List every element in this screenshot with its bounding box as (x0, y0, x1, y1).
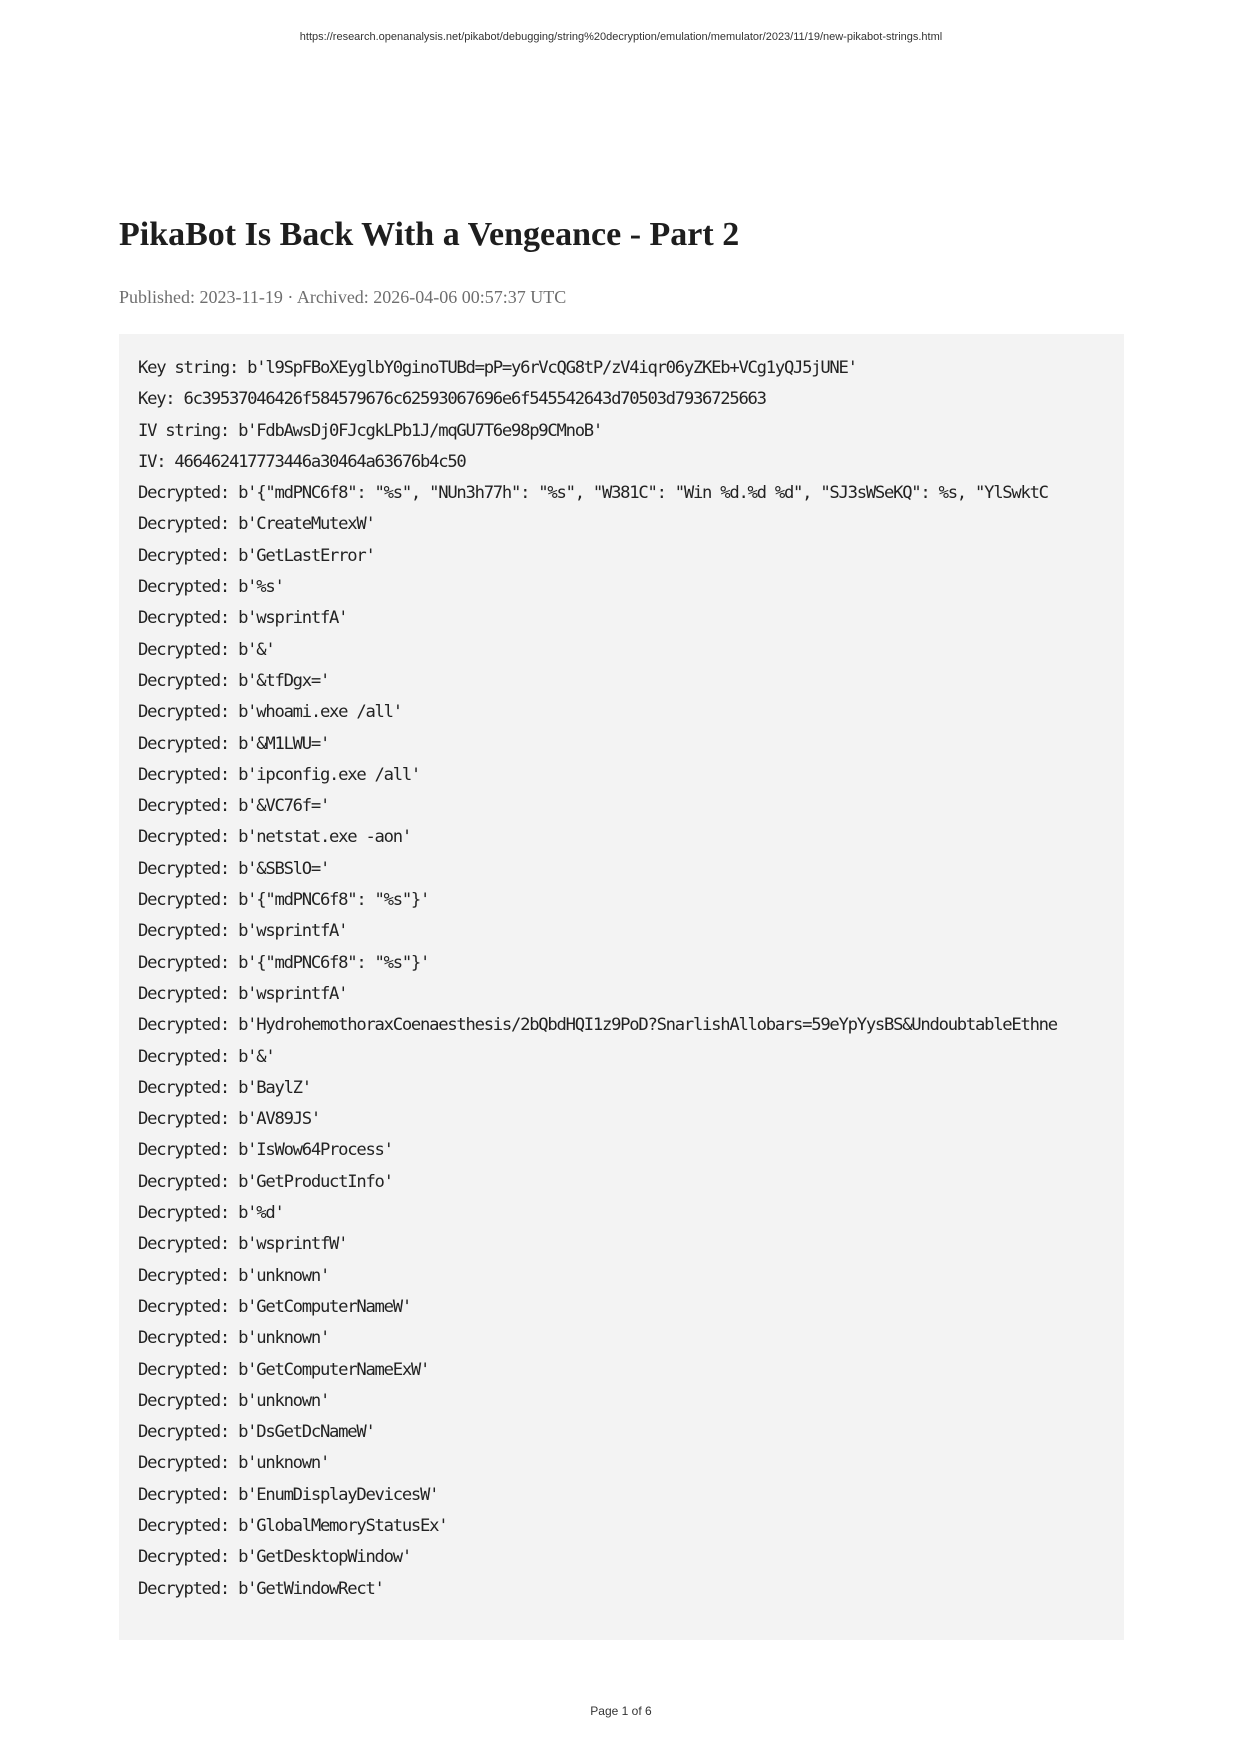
page-number-footer: Page 1 of 6 (590, 1704, 652, 1718)
code-line: Decrypted: b'ipconfig.exe /all' (138, 764, 421, 785)
code-line: Decrypted: b'%d' (138, 1203, 284, 1224)
code-line: IV string: b'FdbAwsDj0FJcgkLPb1J/mqGU7T6e98p9CMnoB' (138, 420, 602, 441)
code-line: Decrypted: b'{"mdPNC6f8": "%s"}' (138, 952, 430, 973)
code-line: Decrypted: b'GetLastError' (138, 545, 375, 566)
page-url-header: https://research.openanalysis.net/pikabot/debugging/string%20decryption/emulation/memulator/2023/11/19/new-pikabot-strings.html (299, 31, 943, 43)
code-line: Decrypted: b'&M1LWU=' (138, 733, 330, 754)
code-line: Decrypted: b'&' (138, 1046, 275, 1067)
code-line: Decrypted: b'wsprintfA' (138, 921, 348, 942)
code-line: Decrypted: b'GlobalMemoryStatusEx' (138, 1515, 448, 1536)
code-line: Decrypted: b'netstat.exe -aon' (138, 827, 411, 848)
code-line: Decrypted: b'&tfDgx=' (138, 670, 330, 691)
code-line: Decrypted: b'DsGetDcNameW' (138, 1422, 375, 1443)
code-line: Decrypted: b'{"mdPNC6f8": "%s", "NUn3h77h": "%s", "W381C": "Win %d.%d %d", "SJ3sWSeKQ": %s, "YlSwktC (138, 483, 1048, 504)
code-line: Decrypted: b'GetWindowRect' (138, 1578, 384, 1599)
code-line: Decrypted: b'GetDesktopWindow' (138, 1547, 411, 1568)
code-line: Key string: b'l9SpFBoXEyglbY0ginoTUBd=pP=y6rVcQG8tP/zV4iqr06yZKEb+VCg1yQJ5jUNE' (138, 358, 857, 378)
code-line: Decrypted: b'GetProductInfo' (138, 1171, 393, 1192)
code-line: Decrypted: b'unknown' (138, 1390, 330, 1411)
code-line: Decrypted: b'&SBSlO=' (138, 858, 330, 879)
code-line: Decrypted: b'IsWow64Process' (138, 1140, 393, 1161)
code-line: Decrypted: b'BaylZ' (138, 1077, 311, 1098)
code-output-block (119, 334, 1124, 1640)
code-line: Decrypted: b'whoami.exe /all' (138, 702, 402, 723)
code-line: Decrypted: b'AV89JS' (138, 1109, 320, 1130)
code-output-lines (138, 353, 1124, 1605)
code-line: Decrypted: b'EnumDisplayDevicesW' (138, 1484, 439, 1505)
code-line: Decrypted: b'unknown' (138, 1328, 330, 1349)
code-line: Decrypted: b'wsprintfA' (138, 608, 348, 629)
code-line: Decrypted: b'unknown' (138, 1265, 330, 1286)
code-line: Decrypted: b'GetComputerNameW' (138, 1296, 411, 1317)
code-line: Decrypted: b'wsprintfW' (138, 1234, 348, 1255)
code-line: Decrypted: b'{"mdPNC6f8": "%s"}' (138, 890, 430, 911)
article-title: PikaBot Is Back With a Vengeance - Part 2 (119, 216, 740, 253)
code-line: Decrypted: b'%s' (138, 577, 284, 598)
publish-archive-meta: Published: 2023-11-19 · Archived: 2026-04-06 00:57:37 UTC (119, 287, 567, 307)
code-line: Decrypted: b'CreateMutexW' (138, 514, 375, 535)
code-line: Key: 6c39537046426f584579676c62593067696e6f545542643d70503d7936725663 (138, 389, 766, 410)
code-line: Decrypted: b'&VC76f=' (138, 796, 330, 817)
code-line: Decrypted: b'HydrohemothoraxCoenaesthesis/2bQbdHQI1z9PoD?SnarlishAllobars=59eYpYysBS&UndoubtableEthne (138, 1015, 1057, 1036)
code-line: Decrypted: b'GetComputerNameExW' (138, 1359, 430, 1380)
code-line: Decrypted: b'&' (138, 639, 275, 660)
code-line: IV: 466462417773446a30464a63676b4c50 (138, 451, 466, 472)
code-line: Decrypted: b'unknown' (138, 1453, 330, 1474)
code-line: Decrypted: b'wsprintfA' (138, 983, 348, 1004)
